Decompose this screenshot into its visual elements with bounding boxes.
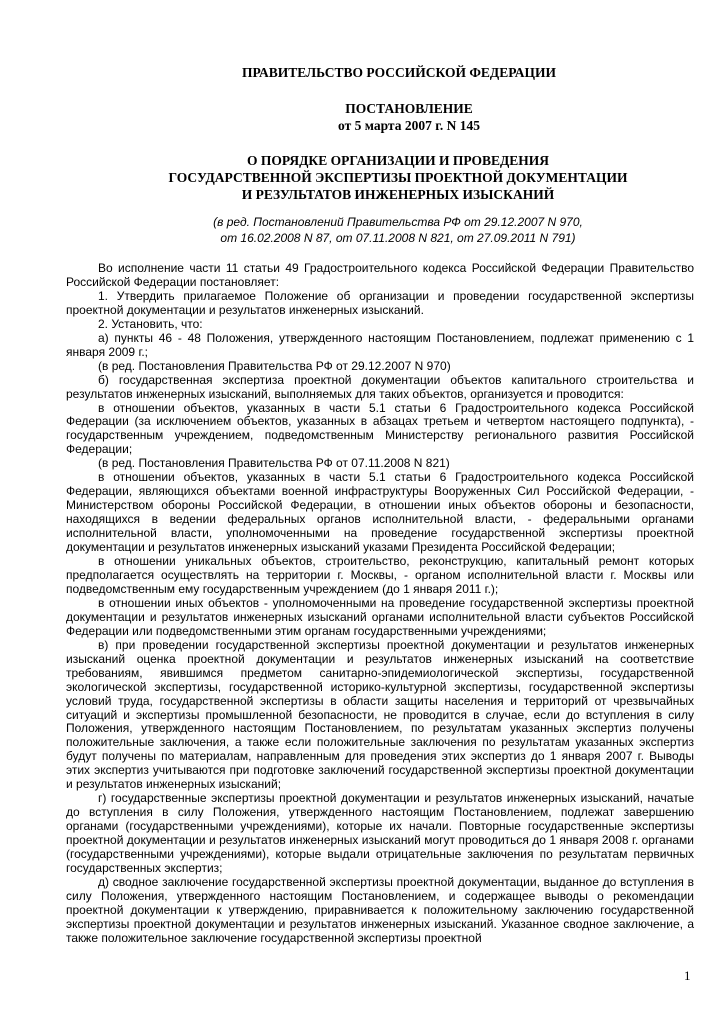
paragraph: (в ред. Постановления Правительства РФ от 29.12.2007 N 970)	[98, 358, 451, 373]
edition-line: (в ред. Постановлений Правительства РФ от 29.12.2007 N 970,	[213, 215, 583, 229]
page-number: 1	[684, 968, 691, 983]
paragraph: а) пункты 46 - 48 Положения, утвержденного настоящим Постановлением, подлежат применению с 1 января 2009 г.;	[66, 330, 694, 359]
paragraph: Во исполнение части 11 статьи 49 Градостроительного кодекса Российской Федерации Правительство Российской Федерации постановляет:	[66, 261, 694, 289]
paragraph: б) государственная экспертиза проектной документации объектов капитального строительства и результатов инженерных изысканий, выполняемых для таких объектов, организуется и проводится:	[66, 372, 694, 401]
paragraph: 2. Установить, что:	[98, 316, 203, 331]
paragraph: в отношении объектов, указанных в части 5.1 статьи 6 Градостроительного кодекса Российской Федерации (за исключением объектов, указанных в абзацах третьем и четвертом настоящего подпункта), - государственным учреждением, подведомственным Министерству регионального развития Российской Федерации;	[66, 400, 694, 457]
document-type: ПОСТАНОВЛЕНИЕ	[345, 101, 473, 116]
document-body	[66, 262, 694, 946]
title-line: И РЕЗУЛЬТАТОВ ИНЖЕНЕРНЫХ ИЗЫСКАНИЙ	[241, 187, 555, 202]
title-line: О ПОРЯДКЕ ОРГАНИЗАЦИИ И ПРОВЕДЕНИЯ	[246, 153, 550, 168]
paragraph: в) при проведении государственной экспертизы проектной документации и результатов инженерных изысканий оценка проектной документации и результатов инженерных изысканий на соответствие требованиям, явившимся предметом санитарно-эпидемиологической экспертизы, государственной экологической экспертизы, государственной историко-культурной экспертизы, государственной экспертизы условий труда, государственной экспертизы в области защиты населения и территорий от чрезвычайных ситуаций и экспертизы промышленной безопасности, не проводится в случае, если до вступления в силу Положения, утвержденного настоящим Постановлением, по результатам указанных экспертиз получены положительные заключения, а также если положительные заключения по результатам указанных экспертиз будут получены по материалам, направленным для проведения этих экспертиз до 1 января 2007 г. Выводы этих экспертиз учитываются при подготовке заключений государственной экспертизы проектной документации и результатов инженерных изысканий;	[66, 637, 694, 792]
edition-line: от 16.02.2008 N 87, от 07.11.2008 N 821, от 27.09.2011 N 791)	[220, 231, 576, 245]
document-title	[0, 152, 728, 203]
government-heading: ПРАВИТЕЛЬСТВО РОССИЙСКОЙ ФЕДЕРАЦИИ	[242, 65, 556, 80]
paragraph: д) сводное заключение государственной экспертизы проектной документации, выданное до вступления в силу Положения, утвержденного настоящим Постановлением, и содержащее выводы о рекомендации проектной документации к утверждению, приравнивается к положительному заключению государственной экспертизы проектной документации и результатов инженерных изысканий. Указанное сводное заключение, а также положительное заключение государственной экспертизы проектной	[66, 874, 694, 945]
paragraph: г) государственные экспертизы проектной документации и результатов инженерных изысканий, начатые до вступления в силу Положения, утвержденного настоящим Постановлением, подлежат завершению органами (государственными учреждениями), которые их начали. Повторные государственные экспертизы проектной документации и результатов инженерных изысканий могут проводиться до 1 января 2008 г. органами (государственными учреждениями), которые выдали отрицательные заключения по результатам первичных государственных экспертиз;	[66, 791, 694, 875]
paragraph: 1. Утвердить прилагаемое Положение об организации и проведении государственной экспертизы проектной документации и результатов инженерных изысканий.	[66, 288, 694, 317]
document-date-number: от 5 марта 2007 г. N 145	[338, 118, 480, 133]
paragraph: в отношении объектов, указанных в части 5.1 статьи 6 Градостроительного кодекса Российской Федерации, являющихся объектами военной инфраструктуры Вооруженных Сил Российской Федерации, - Министерством обороны Российской Федерации, в отношении иных объектов обороны и безопасности, находящихся в ведении федеральных органов исполнительной власти, - федеральными органами исполнительной власти, уполномоченными на проведение государственной экспертизы проектной документации и результатов инженерных изысканий указами Президента Российской Федерации;	[66, 470, 694, 555]
paragraph: (в ред. Постановления Правительства РФ от 07.11.2008 N 821)	[98, 456, 450, 471]
paragraph: в отношении уникальных объектов, строительство, реконструкцию, капитальный ремонт которых предполагается осуществлять на территории г. Москвы, - органом исполнительной власти г. Москвы или подведомственным ему государственным учреждением (до 1 января 2011 г.);	[66, 554, 694, 596]
edition-note	[0, 214, 728, 246]
title-line: ГОСУДАРСТВЕННОЙ ЭКСПЕРТИЗЫ ПРОЕКТНОЙ ДОКУМЕНТАЦИИ	[168, 170, 628, 185]
paragraph: в отношении иных объектов - уполномоченными на проведение государственной экспертизы проектной документации и результатов инженерных изысканий органами исполнительной власти субъектов Российской Федерации или подведомственными этим органам государственными учреждениями;	[66, 595, 694, 638]
